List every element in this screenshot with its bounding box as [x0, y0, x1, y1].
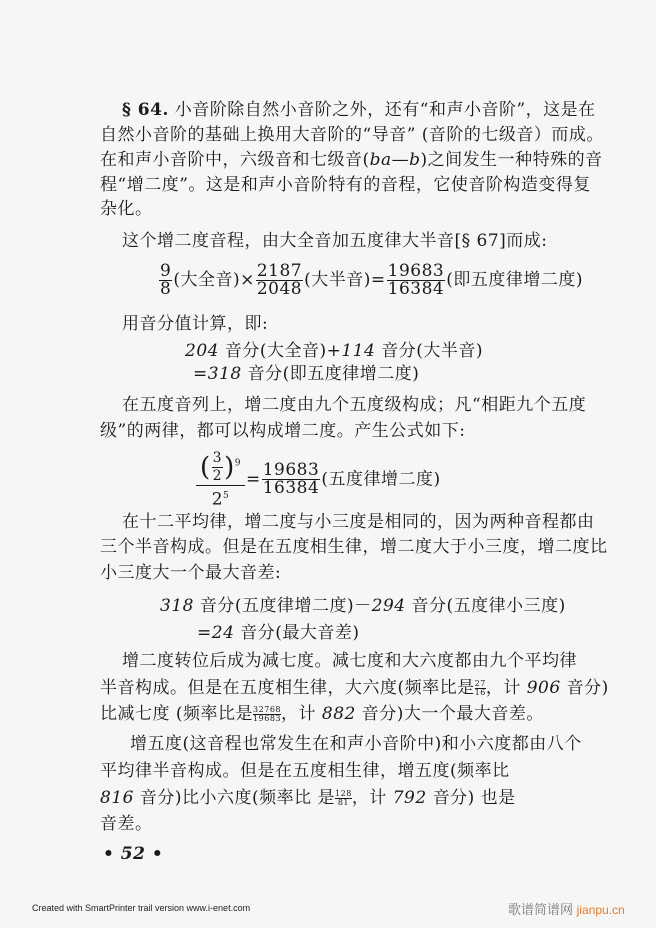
paragraph-3: 用音分值计算，即: — [122, 314, 269, 334]
footer-credit: Created with SmartPrinter trail version www.i-enet.com — [32, 903, 251, 913]
text: 在和声小音阶中，六级音和七级音( — [100, 150, 370, 170]
paragraph-4-line-2: 级”的两律，都可以构成增二度。产生公式如下: — [100, 421, 466, 441]
paragraph-5-line-3: 小三度大一个最大音差: — [100, 563, 282, 583]
watermark — [508, 899, 625, 918]
paragraph-64-line-4: 程“增二度”。这是和声小音阶特有的音程，它使音阶构造变得复 — [100, 175, 591, 195]
section-number: § 64. — [122, 100, 169, 120]
paragraph-64-line-2: 自然小音阶的基础上换用大音阶的“导音” (音阶的七级音）而成。 — [100, 125, 604, 145]
paragraph-5-line-2: 三个半音构成。但是在五度相生律，增二度大于小三度，增二度比 — [100, 537, 608, 557]
text: (大半音)= — [304, 270, 386, 290]
paragraph-7-line-4: 音差。 — [100, 814, 153, 834]
formula-2: ( $\frac{3}{2}$ )$^9$ $2^5$ = $\frac{19683}{16384}$ (五度律增二度) — [195, 450, 441, 505]
fraction: $\frac{19683}{16384}$ — [387, 261, 445, 299]
paragraph-2: 这个增二度音程，由大全音加五度律大半音[§ 67]而成: — [122, 231, 548, 251]
text: )之间发生一种特殊的音 — [420, 150, 603, 170]
paragraph-7-line-3: 816 音分)比小六度(频率比 是 $\frac{128}{81}$ ，计 792 音分) 也是 — [100, 788, 516, 808]
paragraph-7-line-1: 增五度(这音程也常发生在和声小音阶中)和小六度都由八个 — [130, 734, 582, 754]
paragraph-5-line-1: 在十二平均律，增二度与小三度是相同的，因为两种音程都由 — [122, 512, 595, 532]
paragraph-6-line-1: 增二度转位后成为减七度。减七度和大六度都由九个平均律 — [122, 651, 577, 671]
paragraph-64-line-1 — [122, 100, 596, 120]
watermark-en: jianpu.cn — [576, 903, 625, 917]
paragraph-7-line-2: 平均律半音构成。但是在五度相生律，增五度(频率比 — [100, 761, 510, 781]
fraction: $\frac{2187}{2048}$ — [256, 261, 303, 299]
fraction: ( $\frac{3}{2}$ )$^9$ $2^5$ — [196, 450, 245, 510]
page-number: • 52 • — [103, 844, 164, 864]
calc-2-line-1: 318 音分(五度律增二度)－294 音分(五度律小三度) — [160, 596, 566, 616]
fraction: $\frac{9}{8}$ — [160, 261, 172, 299]
paragraph-4-line-1: 在五度音列上，增二度由九个五度级构成；凡“相距九个五度 — [122, 395, 587, 415]
formula-1 — [158, 263, 583, 303]
paragraph-6-line-2: 半音构成。但是在五度相生律，大六度(频率比是 $\frac{27}{16}$ ，计 906 音分) — [100, 678, 609, 698]
watermark-cn: 歌谱简谱网 — [508, 902, 574, 917]
paragraph-64-line-3 — [100, 150, 603, 170]
calc-1-line-2: =318 音分(即五度律增二度) — [193, 364, 420, 384]
paragraph-64-line-5: 杂化。 — [100, 199, 153, 219]
text: (即五度律增二度) — [446, 270, 583, 290]
note-names: ba—b — [369, 150, 421, 170]
calc-1-line-1: 204 音分(大全音)+114 音分(大半音) — [185, 341, 483, 361]
calc-2-line-2: =24 音分(最大音差) — [197, 623, 360, 643]
paragraph-6-line-3: 比减七度 (频率比是 $\frac{32768}{19683}$ ，计 882 音分)大一个最大音差。 — [100, 704, 544, 724]
text: 小音阶除自然小音阶之外，还有“和声小音阶”，这是在 — [174, 100, 596, 120]
fraction: $\frac{19683}{16384}$ — [262, 460, 320, 499]
text: (大全音)× — [173, 270, 255, 290]
